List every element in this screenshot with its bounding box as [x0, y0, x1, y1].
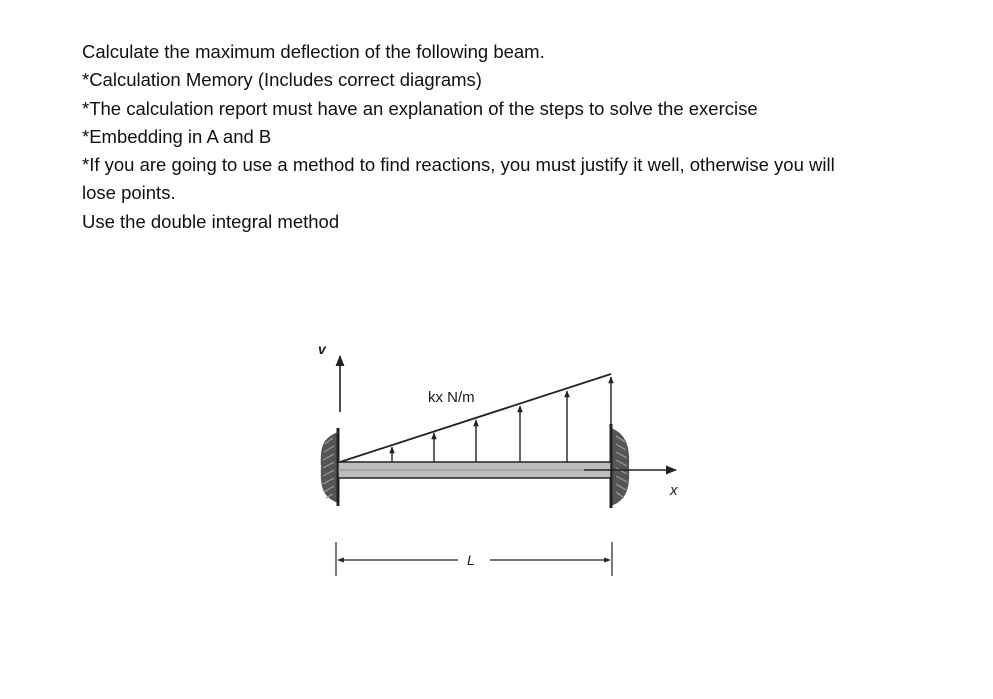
beam	[338, 462, 611, 478]
problem-line-method-warning: *If you are going to use a method to find reactions, you must justify it well, otherwise you will	[82, 154, 835, 176]
v-axis	[318, 341, 340, 412]
v-axis-label: v	[318, 341, 326, 357]
problem-line-double-integral: Use the double integral method	[82, 210, 340, 232]
problem-line-report: *The calculation report must have an explanation of the steps to solve the exercise	[82, 97, 758, 119]
problem-line-title: Calculate the maximum deflection of the following beam.	[82, 41, 545, 62]
load-intensity-label: kx N/m	[428, 389, 475, 406]
triangular-distributed-load	[340, 374, 611, 462]
problem-line-memory: *Calculation Memory (Includes correct diagrams)	[82, 69, 482, 91]
problem-line-lose-points: lose points.	[82, 182, 176, 204]
right-fixed-support	[611, 424, 629, 508]
problem-line-embedding: *Embedding in A and B	[82, 125, 272, 147]
length-label: L	[467, 552, 475, 568]
x-axis-label: x	[670, 482, 678, 499]
left-fixed-support	[321, 428, 338, 506]
length-dimension	[336, 542, 612, 576]
